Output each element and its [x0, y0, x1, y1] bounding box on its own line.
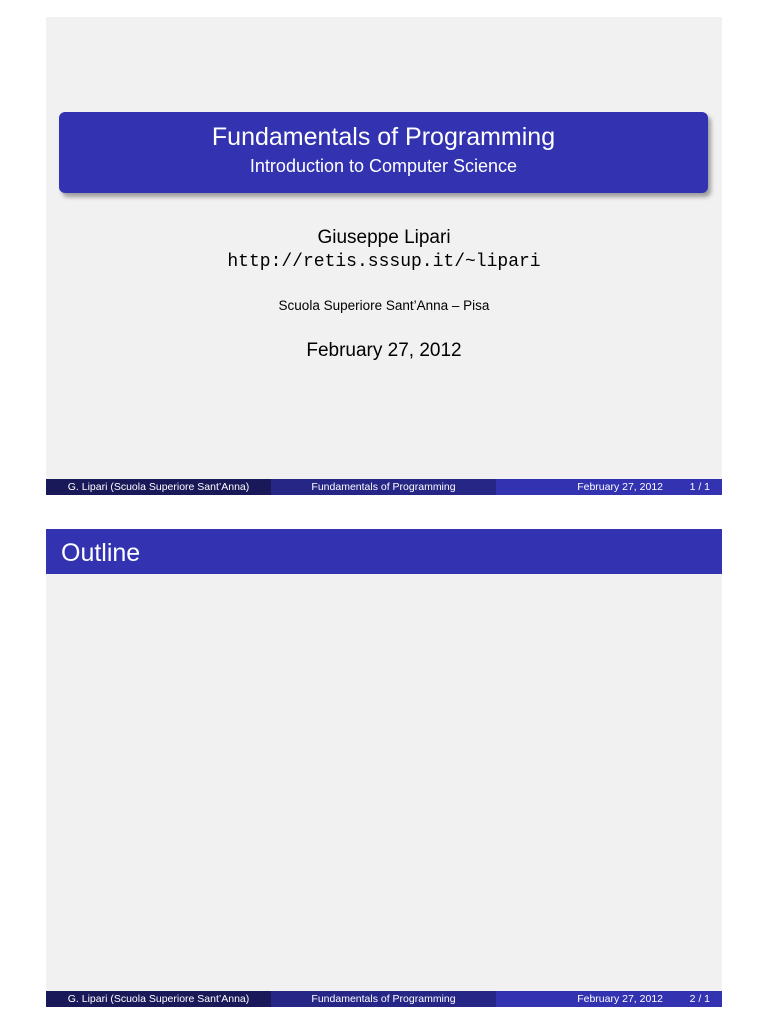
footer-date-section: [496, 479, 722, 495]
footer-page-number: 1 / 1: [689, 481, 710, 493]
presentation-date: February 27, 2012: [306, 340, 462, 361]
title-box: [59, 112, 708, 193]
slide-footer: [46, 991, 722, 1007]
footer-author: G. Lipari (Scuola Superiore Sant’Anna): [46, 991, 271, 1007]
institute: Scuola Superiore Sant’Anna – Pisa: [278, 298, 490, 313]
footer-date: February 27, 2012: [577, 481, 663, 493]
footer-author: G. Lipari (Scuola Superiore Sant’Anna): [46, 479, 271, 495]
frame-title-bar: [46, 529, 722, 574]
footer-title: Fundamentals of Programming: [271, 479, 496, 495]
footer-date: February 27, 2012: [577, 993, 663, 1005]
outline-slide: [46, 529, 722, 1007]
footer-date-section: [496, 991, 722, 1007]
presentation-title: Fundamentals of Programming: [211, 123, 556, 151]
author-url: http://retis.sssup.it/~lipari: [227, 252, 541, 272]
title-slide: [46, 17, 722, 495]
slide-footer: [46, 479, 722, 495]
presentation-subtitle: Introduction to Computer Science: [249, 156, 518, 176]
frame-title: Outline: [61, 539, 141, 567]
footer-page-number: 2 / 1: [689, 993, 710, 1005]
author-name: Giuseppe Lipari: [317, 227, 451, 248]
footer-title: Fundamentals of Programming: [271, 991, 496, 1007]
